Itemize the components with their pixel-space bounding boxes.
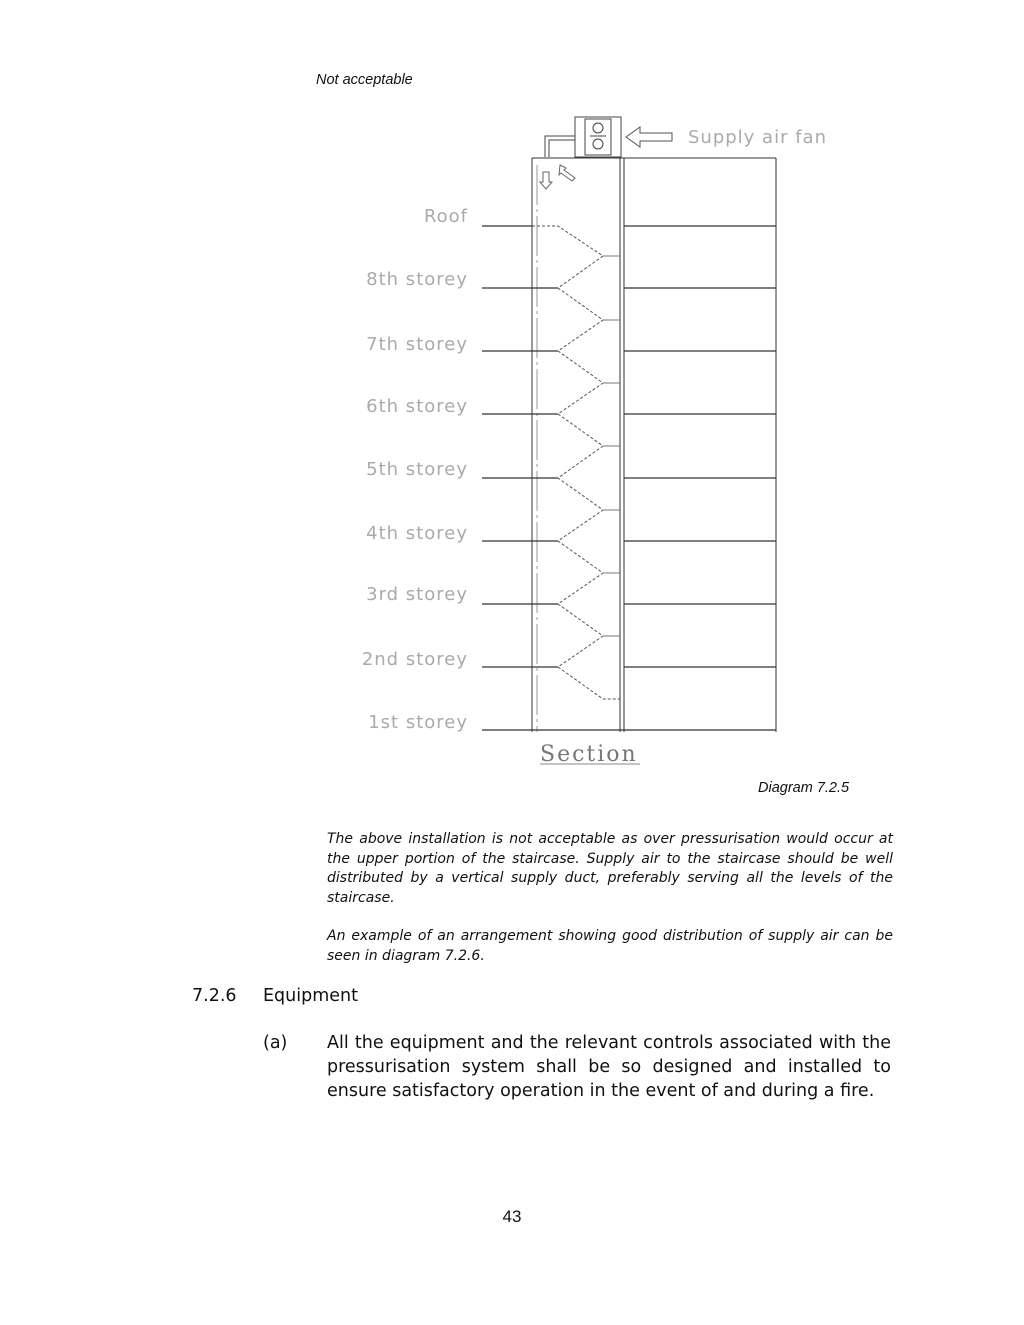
storey-label: 3rd storey [366,584,468,605]
supply-air-fan [545,117,621,157]
not-acceptable-note: Not acceptable [316,72,413,88]
arrow-left-icon [626,127,672,147]
storey-label: 8th storey [366,269,468,290]
supply-air-fan-label: Supply air fan [688,127,827,148]
note-paragraph: An example of an arrangement showing good distribution of supply air can be seen in diagram 7.2.6. [327,928,893,964]
page-number: 43 [502,1207,522,1226]
arrow-diagonal-icon [559,165,575,181]
storey-label: 7th storey [366,334,468,355]
arrow-down-icon [540,172,552,189]
section-label: Section [540,742,638,767]
storey-label: 4th storey [366,523,468,544]
item-text: All the equipment and the relevant controls associated with the pressurisation system shall be so designed and installed to ensure satisfactory operation in the event of and during a fire. [327,1033,891,1101]
item-label: (a) [263,1033,288,1053]
storey-label: 2nd storey [361,649,468,670]
note-paragraph: The above installation is not acceptable as over pressurisation would occur at the upper portion of the staircase. Supply air to the staircase should be well distributed by a vertical supply duct, preferably serving all the levels of the staircase. [327,831,893,906]
roof-label: Roof [423,206,468,227]
diagram-caption: Diagram 7.2.5 [758,780,850,796]
storey-label: 5th storey [366,459,468,480]
storey-label: 1st storey [368,712,468,733]
storey-label: 6th storey [366,396,468,417]
section-title: Equipment [263,986,358,1006]
section-number: 7.2.6 [192,986,237,1006]
